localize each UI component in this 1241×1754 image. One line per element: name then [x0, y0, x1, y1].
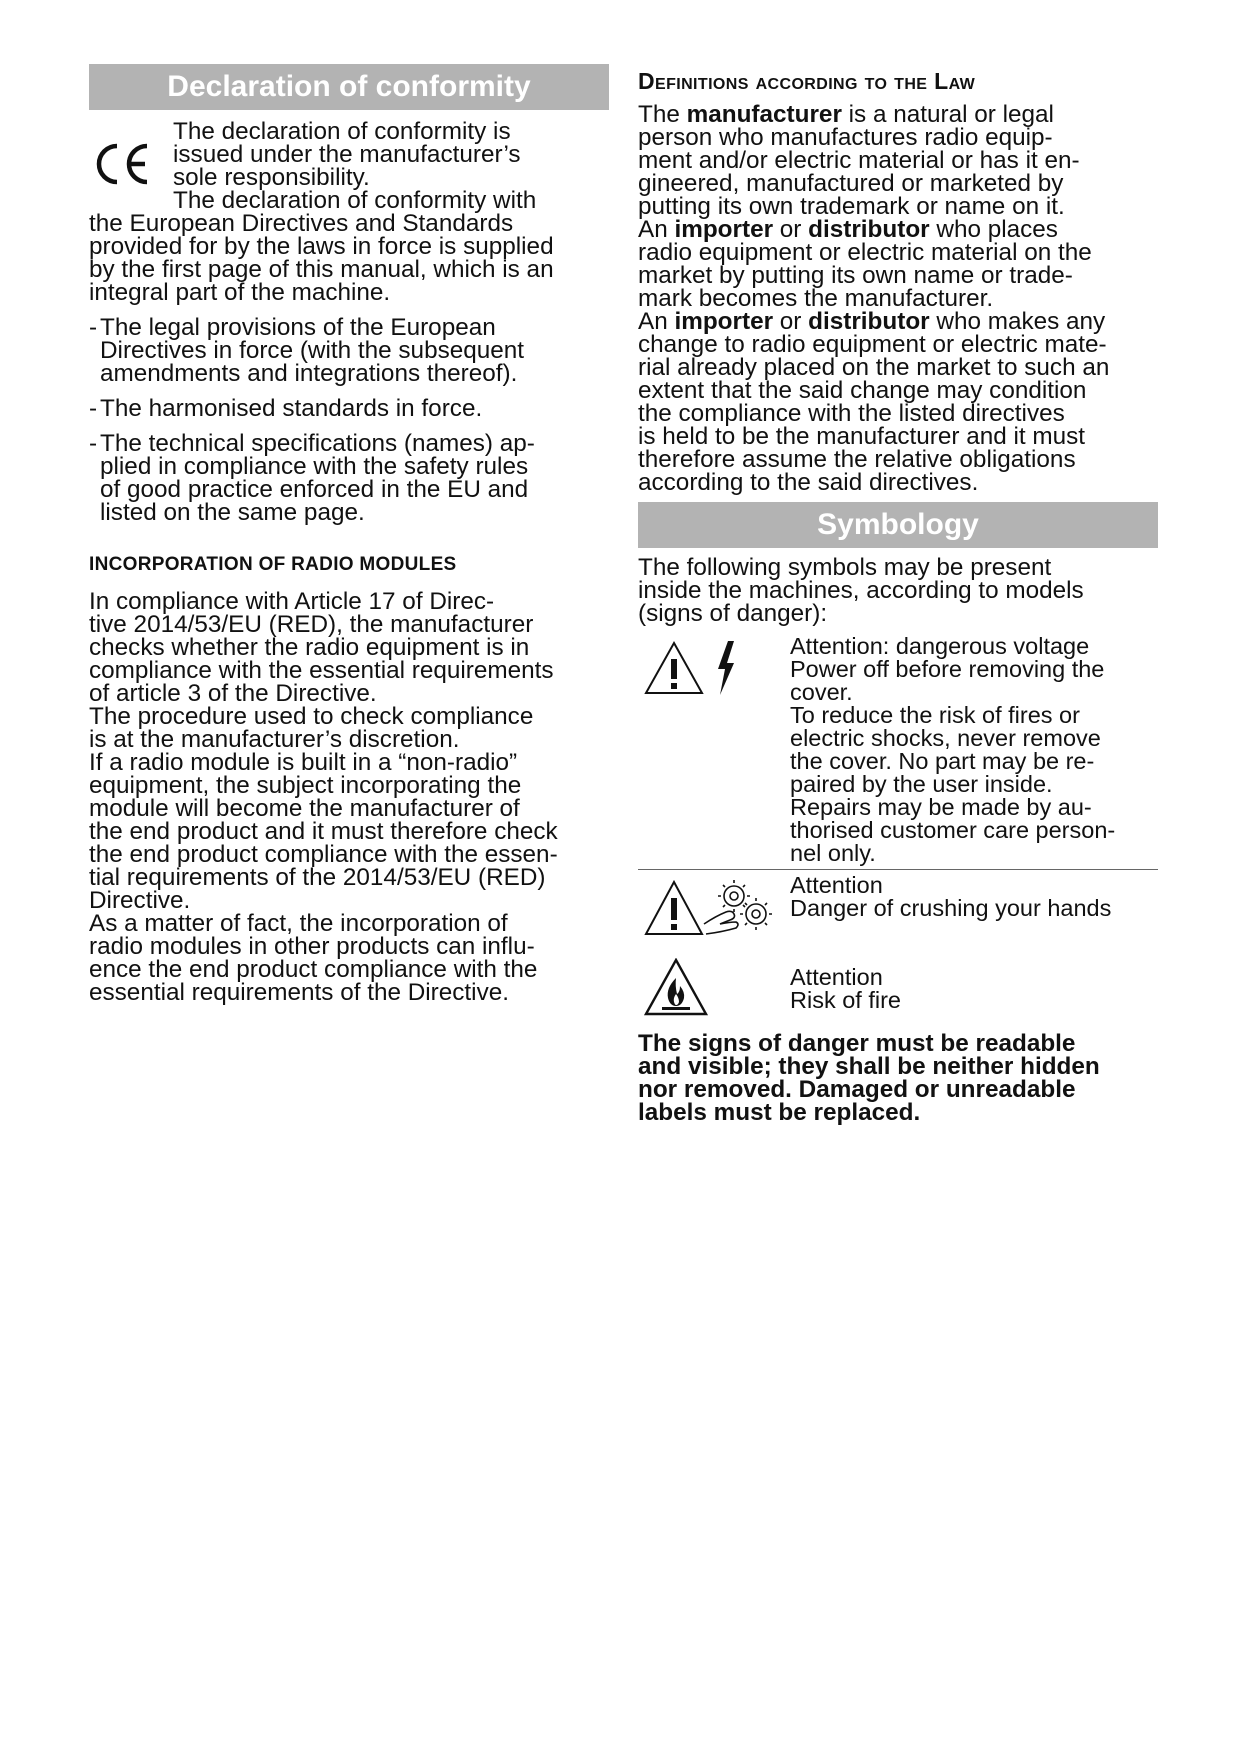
body-line: ence the end product compliance with the [89, 956, 538, 983]
body-line: market by putting its own name or trade- [638, 262, 1073, 289]
definition-importer-change: An importer or distributor who makes any [638, 308, 1106, 335]
ce-text-line: sole responsibility. [173, 164, 370, 191]
term-distributor: distributor [808, 308, 930, 335]
declaration-list [89, 316, 609, 524]
body-line: the end product compliance with the essen- [89, 841, 558, 868]
body-line: radio modules in other products can influ- [89, 933, 535, 960]
definitions-heading: Definitions according to the Law [638, 68, 976, 94]
symbol-voltage-row [638, 635, 1158, 865]
body-line: integral part of the machine. [89, 279, 391, 306]
right-column [638, 64, 1158, 1124]
warning-line: The signs of danger must be readable [638, 1030, 1076, 1057]
body-line: change to radio equipment or electric mate- [638, 331, 1107, 358]
voltage-warning-icon [644, 639, 744, 699]
body-line: the end product and it must therefore check [89, 818, 558, 845]
body-line: The following symbols may be present [638, 554, 1052, 581]
definition-manufacturer: The manufacturer is a natural or legal [638, 101, 1054, 128]
warning-line: labels must be replaced. [638, 1099, 921, 1126]
body-line: tial requirements of the 2014/53/EU (RED) [89, 864, 546, 891]
body-line: by the first page of this manual, which is an [89, 256, 554, 283]
body-line: rial already placed on the market to such an [638, 354, 1110, 381]
body-line: equipment, the subject incorporating the [89, 772, 522, 799]
symbology-banner: Symbology [638, 502, 1158, 548]
term-distributor: distributor [808, 216, 930, 243]
term-importer: importer [674, 216, 774, 243]
body-line: the European Directives and Standards [89, 210, 514, 237]
body-line: putting its own trademark or name on it. [638, 193, 1065, 220]
body-line: mark becomes the manufacturer. [638, 285, 994, 312]
body-line: module will become the manufacturer of [89, 795, 520, 822]
body-line: In compliance with Article 17 of Direc- [89, 588, 495, 615]
body-line: inside the machines, according to models [638, 577, 1084, 604]
body-line: according to the said directives. [638, 469, 979, 496]
definitions-text [638, 103, 1158, 494]
declaration-banner: Declaration of conformity [89, 64, 609, 110]
body-line: therefore assume the relative obligations [638, 446, 1076, 473]
list-item: - The technical specifications (names) ap- plied in compliance with the safety rules of good practice enforced in the EU and listed on the same page. [89, 432, 609, 524]
radio-modules-heading: INCORPORATION OF RADIO MODULES [89, 554, 457, 575]
ce-text-line: The declaration of conformity is [173, 118, 511, 145]
body-line: checks whether the radio equipment is in [89, 634, 530, 661]
symbology-intro [638, 556, 1158, 625]
body-line: person who manufactures radio equip- [638, 124, 1053, 151]
body-line: of article 3 of the Directive. [89, 680, 377, 707]
body-line: (signs of danger): [638, 600, 828, 627]
ce-declaration-block [89, 120, 609, 304]
body-line: radio equipment or electric material on the [638, 239, 1092, 266]
body-line: provided for by the laws in force is supplied [89, 233, 554, 260]
ce-text-line: The declaration of conformity with [173, 187, 537, 214]
symbol-crushing-description: Attention Danger of crushing your hands [790, 872, 1112, 921]
body-line: ment and/or electric material or has it en- [638, 147, 1080, 174]
body-line: the compliance with the listed directives [638, 400, 1065, 427]
body-line: is held to be the manufacturer and it must [638, 423, 1086, 450]
list-item: - The harmonised standards in force. [89, 397, 609, 420]
body-line: is at the manufacturer’s discretion. [89, 726, 460, 753]
term-manufacturer: manufacturer [686, 101, 842, 128]
body-line: gineered, manufactured or marketed by [638, 170, 1064, 197]
body-line: extent that the said change may condition [638, 377, 1087, 404]
left-column [89, 64, 609, 1004]
warning-line: nor removed. Damaged or unreadable [638, 1076, 1076, 1103]
definition-importer: An importer or distributor who places [638, 216, 1058, 243]
symbol-fire-description: Attention Risk of fire [790, 964, 901, 1013]
ce-text-line: issued under the manufacturer’s [173, 141, 521, 168]
danger-signs-warning [638, 1032, 1158, 1124]
crushing-hands-warning-icon [644, 878, 774, 940]
symbol-crushing-row [638, 874, 1158, 920]
body-line: compliance with the essential requirements [89, 657, 554, 684]
warning-line: and visible; they shall be neither hidden [638, 1053, 1100, 1080]
fire-warning-icon [644, 958, 714, 1018]
term-importer: importer [674, 308, 774, 335]
symbol-divider [638, 869, 1158, 870]
body-line: Directive. [89, 887, 191, 914]
body-line: The procedure used to check compliance [89, 703, 534, 730]
symbol-fire-row [638, 966, 1158, 1012]
body-line: tive 2014/53/EU (RED), the manufacturer [89, 611, 534, 638]
list-item: - The legal provisions of the European Directives in force (with the subsequent amendments and integrations thereof). [89, 316, 609, 385]
radio-modules-text [89, 590, 609, 1004]
body-line: As a matter of fact, the incorporation of [89, 910, 508, 937]
ce-mark-icon [89, 142, 153, 186]
symbol-voltage-description: Attention: dangerous voltage Power off before removing the cover. To reduce the risk of fires or electric shocks, never remove the cover. No part may be re- paired by the user inside. Repairs may be made by au- thorised customer care person- nel only. [790, 633, 1116, 866]
body-line: If a radio module is built in a “non-radio” [89, 749, 518, 776]
body-line: essential requirements of the Directive. [89, 979, 509, 1006]
